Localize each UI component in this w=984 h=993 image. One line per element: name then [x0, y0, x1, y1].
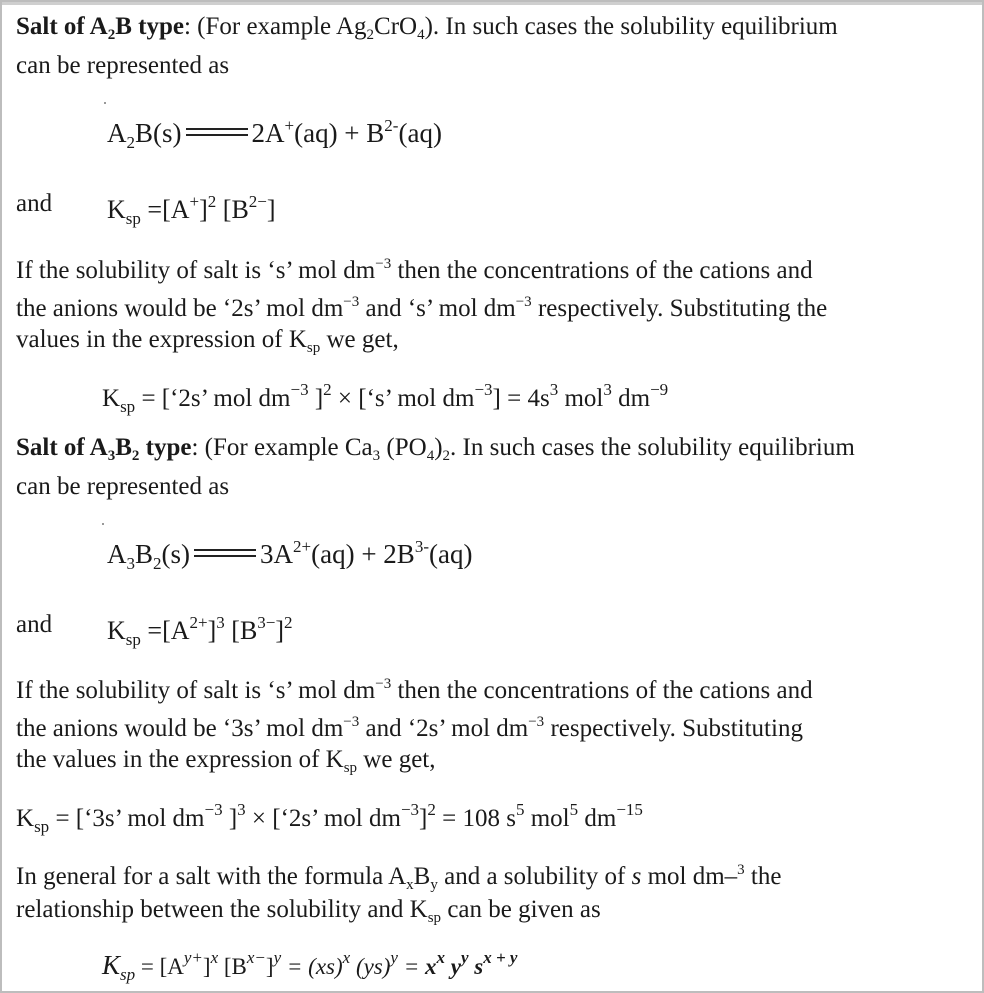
s1-ksp-expression: $K_{sp} =[A^+]^2$ $[B^{2-}]$	[107, 192, 276, 228]
s2-para-line3: the values in the expression of $K_{sp}$ we get,	[16, 746, 436, 776]
s1-ksp-result: $K_{sp}$ = [‘2s’ mol $dm^{-3}$ ]$^2$ × [‘s’ mol $dm^{-3}] = 4s^3$ mol$^3$ $dm^{-9}$	[102, 380, 669, 416]
s3-para-line1: In general for a salt with the formula $A_xB_y$ and a solubility of s mol dm–$^3$ the	[16, 862, 782, 893]
s3-para-line2: relationship between the solubility and $K_{sp}$ can be given as	[16, 896, 601, 926]
s2-para-line2: the anions would be ‘3s’ mol $dm^{-3}$ and ‘2s’ mol $dm^{-3}$ respectively. Substituting	[16, 714, 803, 742]
equilibrium-arrow-icon	[194, 546, 256, 560]
s2-equilibrium: $A_3B_2(s) 3A^{2+}(aq) + 2B^{3-}(aq)$	[107, 537, 473, 573]
s2-and: and	[16, 611, 53, 638]
s1-heading-line: Salt of $A_2B$ type: (For example $Ag_2CrO_4$). In such cases the solubility equilibrium	[16, 13, 838, 43]
s1-para-line1: If the solubility of salt is ‘s’ mol $dm^{-3}$ then the concentrations of the cations and	[16, 256, 813, 284]
s2-line2: can be represented as	[16, 473, 230, 500]
s1-line2: can be represented as	[16, 52, 230, 79]
equilibrium-arrow-icon	[186, 125, 248, 139]
s1-para-line2: the anions would be ‘2s’ mol $dm^{-3}$ and ‘s’ mol $dm^{-3}$ respectively. Substituting the	[16, 294, 828, 322]
top-border	[2, 2, 982, 5]
s2-ksp-expression: $K_{sp} =[A^{2+}]^3$ $[B^{3-}]^2$	[107, 613, 293, 649]
s2-para-line1: If the solubility of salt is ‘s’ mol $dm^{-3}$ then the concentrations of the cations and	[16, 676, 813, 704]
s3-general-formula: $K_{sp} = [A^{y+}]^x$ $[B^{x-}]^y = (xs)^x$ $(ys)^y = x^x$ $y^y$ $s^{x + y}$	[102, 948, 518, 984]
s2-ksp-result: $K_{sp}$ = [‘3s’ mol $dm^{-3}$ ]$^3$ × [‘2s’ mol $dm^{-3}]^2 = 108$ $s^5$ mol$^5$ $dm^{-15}$	[16, 800, 643, 836]
s1-para-line3: values in the expression of $K_{sp}$ we get,	[16, 326, 399, 356]
s1-and: and	[16, 190, 53, 217]
artifact-dot	[104, 102, 106, 104]
s1-equilibrium: $A_2B(s) 2A^+(aq) + B^{2-}(aq)$	[107, 116, 442, 152]
artifact-dot	[102, 523, 104, 525]
s2-heading-line: Salt of $A_3B_2$ type: (For example $Ca_3$ $(PO_4)_2$. In such cases the solubility equilibrium	[16, 434, 855, 464]
